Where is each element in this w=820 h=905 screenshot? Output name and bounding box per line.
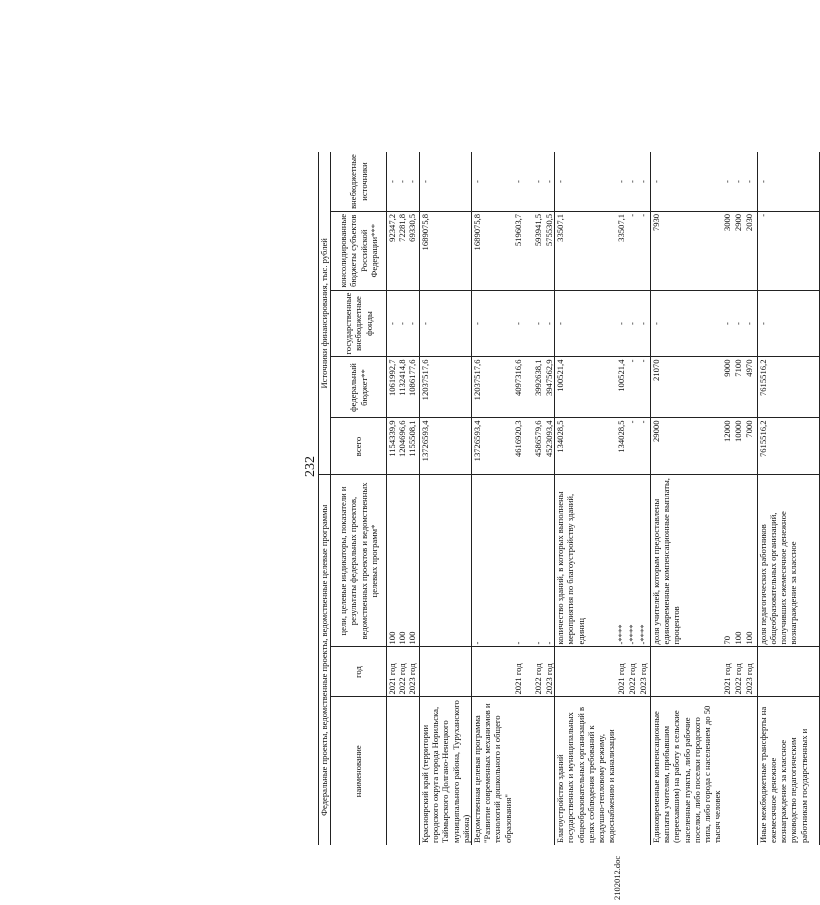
row-year [650,647,722,697]
row-federal: 1132414,8 [397,357,407,418]
row-name [616,697,627,845]
row-regional: 69330,5 [407,211,419,290]
row-total: 1155508,1 [407,418,419,475]
row-total: 1154339,9 [387,418,398,475]
row-regional: - [757,211,819,290]
header-year: год [331,647,387,697]
row-year: 2022 год [397,647,407,697]
table-row [555,152,617,845]
row-regional: 2030 [744,211,757,290]
row-total: 13726593,4 [419,418,471,475]
row-total: 4586579,6 [533,418,544,475]
row-year: 2023 год [744,647,757,697]
row-funds: - [616,290,627,357]
row-other: - [407,152,419,211]
page-number: 232 [303,456,318,477]
row-name: Благоустройство зданий государственных и муниципальных общеобразовательных организаций в целях соблюдения требований к воздушно-тепловому режиму, водоснабжению и канализации [555,697,617,845]
row-regional: 519603,7 [513,211,533,290]
row-federal: 3992638,1 [533,357,544,418]
row-federal: 100521,4 [555,357,617,418]
row-year: 2021 год [722,647,733,697]
row-indicator: - [533,475,544,647]
row-total: - [627,418,638,475]
row-regional: - [638,211,650,290]
row-regional: 7930 [650,211,722,290]
row-indicator: - [513,475,533,647]
row-year [555,647,617,697]
row-funds: - [638,290,650,357]
row-regional: 593941,5 [533,211,544,290]
row-regional: 72281,8 [397,211,407,290]
row-funds: - [555,290,617,357]
row-regional: 2900 [733,211,744,290]
row-total: - [638,418,650,475]
row-regional: 1689075,8 [471,211,512,290]
row-indicator: -**** [616,475,627,647]
table-row [638,152,650,845]
row-name [638,697,650,845]
row-other: - [533,152,544,211]
row-indicator: 100 [744,475,757,647]
row-indicator: доля педагогических работников общеобразовательных организаций, получивших ежемесячное денежное вознаграждение за классное [757,475,819,647]
header-sources: Источники финансирования, тыс. рублей [319,152,331,475]
row-regional: 1689075,8 [419,211,471,290]
row-indicator: 100 [397,475,407,647]
row-name [513,697,533,845]
header-federal: федеральный бюджет** [331,357,387,418]
row-funds: - [533,290,544,357]
row-total: 4523093,4 [544,418,555,475]
row-other: - [627,152,638,211]
row-indicator: доля учителей, которым предоставлены единовременные компенсационные выплаты, процентов [650,475,722,647]
table-body [387,152,820,845]
row-year: 2022 год [533,647,544,697]
row-indicator: -**** [638,475,650,647]
row-total: 29000 [650,418,722,475]
row-regional: 33507,1 [616,211,627,290]
row-regional: 575530,5 [544,211,555,290]
row-federal: 100521,4 [616,357,627,418]
row-indicator: 100 [407,475,419,647]
row-total: 7000 [744,418,757,475]
row-name: Ведомственная целевая программа "Развитие современных механизмов и технологий дошкольного и общего образования" [471,697,512,845]
row-year: 2022 год [627,647,638,697]
row-name: Иные межбюджетные трансферты на ежемесячное денежное вознаграждение за классное руководство педагогическим работникам государственных и [757,697,819,845]
row-indicator: 100 [387,475,398,647]
row-name [627,697,638,845]
row-year: 2023 год [407,647,419,697]
row-regional: 92347,2 [387,211,398,290]
row-other: - [397,152,407,211]
row-other: - [544,152,555,211]
row-federal: 4097316,6 [513,357,533,418]
row-funds: - [407,290,419,357]
row-total: 12000 [722,418,733,475]
footer-filename: 2102012.doc [612,855,622,900]
row-indicator [419,475,471,647]
table-row [419,152,471,845]
row-federal: - [627,357,638,418]
table-row [722,152,733,845]
row-name: Единовременные компенсационные выплаты учителям, прибывшим (переехавшим) на работу в сельские населенные пункты, либо рабочие поселки, либо поселки городского типа, либо города с населением до 50 тысяч человек [650,697,722,845]
row-federal: 3947562,9 [544,357,555,418]
header-total: всего [331,418,387,475]
row-name [387,697,398,845]
row-year: 2021 год [513,647,533,697]
row-other: - [744,152,757,211]
row-name [407,697,419,845]
row-funds: - [722,290,733,357]
table-row [471,152,512,845]
table-row [397,152,407,845]
row-other: - [638,152,650,211]
row-year: 2021 год [387,647,398,697]
row-total: 13726593,4 [471,418,512,475]
row-indicator: количество зданий, в которых выполнены мероприятия по благоустройству зданий, единиц [555,475,617,647]
row-year: 2023 год [544,647,555,697]
table-row [533,152,544,845]
row-federal: 12037517,6 [471,357,512,418]
table-row [407,152,419,845]
row-name [544,697,555,845]
row-total: 1204696,6 [397,418,407,475]
row-indicator: 70 [722,475,733,647]
row-other: - [722,152,733,211]
row-funds: - [627,290,638,357]
row-indicator: - [471,475,512,647]
row-other: - [616,152,627,211]
row-total: 134028,5 [555,418,617,475]
row-name [533,697,544,845]
row-name [744,697,757,845]
row-indicator: -**** [627,475,638,647]
row-federal: 7615516,2 [757,357,819,418]
header-other: внебюджетные источники [331,152,387,211]
table-row [627,152,638,845]
row-other: - [471,152,512,211]
row-year [419,647,471,697]
row-name [733,697,744,845]
row-name [722,697,733,845]
row-year [757,647,819,697]
row-other: - [757,152,819,211]
row-total: 4616920,3 [513,418,533,475]
header-regional: консолидированные бюджеты субъектов Российской Федерации*** [331,211,387,290]
row-federal: 9000 [722,357,733,418]
row-other: - [733,152,744,211]
row-regional: - [627,211,638,290]
row-funds: - [513,290,533,357]
row-funds: - [397,290,407,357]
row-funds: - [650,290,722,357]
row-federal: 4970 [744,357,757,418]
row-year [471,647,512,697]
row-year: 2023 год [638,647,650,697]
row-total: 134028,5 [616,418,627,475]
table-row [650,152,722,845]
row-other: - [419,152,471,211]
row-other: - [513,152,533,211]
row-regional: 33507,1 [555,211,617,290]
row-federal: 1086177,6 [407,357,419,418]
row-federal: 7100 [733,357,744,418]
row-name: Красноярский край (территории городского округа города Норильска, Таймырского Долгано-Ненецкого муниципального района, Туруханского района) [419,697,471,845]
row-federal: - [638,357,650,418]
table-row [387,152,398,845]
table-row [733,152,744,845]
row-funds: - [544,290,555,357]
row-other: - [650,152,722,211]
row-year: 2021 год [616,647,627,697]
header-indicator: цели, целевые индикаторы, показатели и результаты федеральных проектов, ведомственных проектов и ведомственных целевых программ* [331,475,387,647]
row-regional: 3000 [722,211,733,290]
row-name [397,697,407,845]
header-name: наименование [331,697,387,845]
row-other: - [387,152,398,211]
program-financing-table [318,152,820,845]
row-year: 2022 год [733,647,744,697]
row-funds: - [471,290,512,357]
table-row [616,152,627,845]
row-indicator: 100 [733,475,744,647]
row-funds: - [757,290,819,357]
header-group: Федеральные проекты, ведомственные проекты, ведомственные целевые программы [319,475,331,845]
row-total: 10000 [733,418,744,475]
row-other: - [555,152,617,211]
row-funds: - [744,290,757,357]
table-row [757,152,819,845]
table-row [544,152,555,845]
row-federal: 1061992,7 [387,357,398,418]
row-federal: 12037517,6 [419,357,471,418]
row-funds: - [733,290,744,357]
row-funds: - [387,290,398,357]
row-indicator: - [544,475,555,647]
row-total: 7615516,2 [757,418,819,475]
table-row [513,152,533,845]
row-federal: 21070 [650,357,722,418]
table-row [744,152,757,845]
header-offbudget-funds: государственные внебюджетные фонды [331,290,387,357]
row-funds: - [419,290,471,357]
